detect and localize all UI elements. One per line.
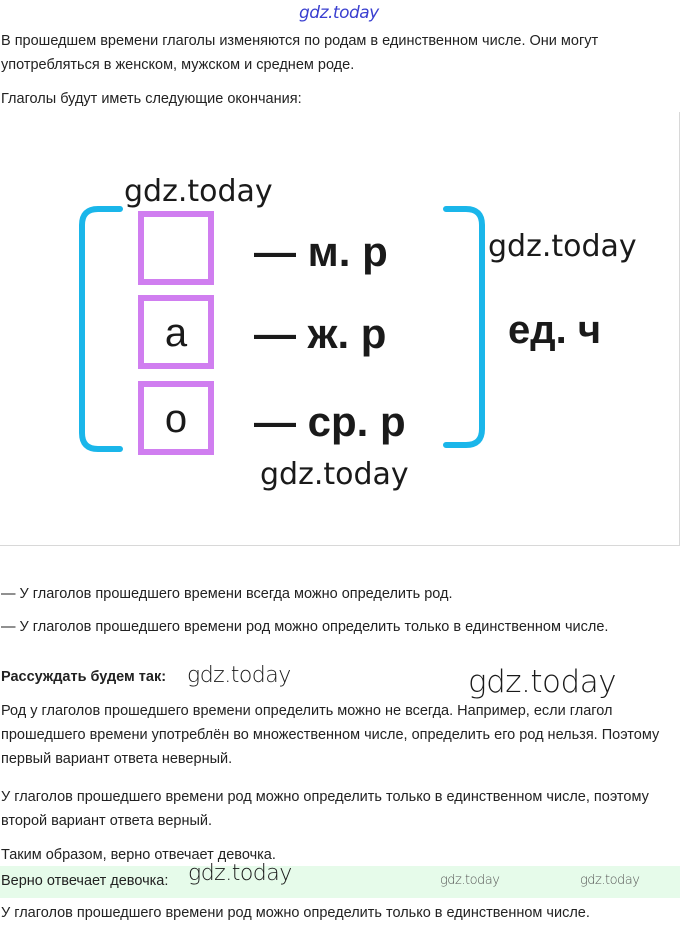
diagram-watermark-3: gdz.today <box>260 457 409 492</box>
left-bracket <box>82 209 120 449</box>
conclusion: Таким образом, верно отвечает девочка. <box>1 847 276 863</box>
option-2: — У глаголов прошедшего времени род можно определить только в единственном числе. <box>1 619 609 635</box>
endings-intro: Глаголы будут иметь следующие окончания: <box>1 91 302 107</box>
ending-box-masculine <box>141 214 211 282</box>
endings-figure <box>0 112 680 546</box>
option-1: — У глаголов прошедшего времени всегда можно определить род. <box>1 586 453 602</box>
gender-label-masculine: — м. р <box>254 228 388 275</box>
answer-label: Верно отвечает девочка: <box>1 873 169 889</box>
gender-label-neuter: — ср. р <box>254 398 406 445</box>
gender-label-feminine: — ж. р <box>254 310 387 357</box>
reasoning-label: Рассуждать будем так: <box>1 669 167 685</box>
reasoning-paragraph-1: Род у глаголов прошедшего времени определить можно не всегда. Например, если глагол прошедшего времени употреблён во множественном числе, определить его род нельзя. Поэтому первый вариант ответа неверный. <box>1 703 660 767</box>
reasoning-paragraph-2: У глаголов прошедшего времени род можно определить только в единственном числе, поэтому второй вариант ответа верный. <box>1 789 649 829</box>
diagram-watermark-1: gdz.today <box>124 174 273 209</box>
watermark-mid-2: gdz.today <box>468 664 617 700</box>
watermark-answer: gdz.today <box>188 861 292 886</box>
ending-letter-feminine: а <box>164 311 188 355</box>
watermark-top: gdz.today <box>299 3 379 23</box>
number-label: ед. ч <box>508 308 602 352</box>
watermark-small-1: gdz.today <box>440 873 500 888</box>
answer-text: У глаголов прошедшего времени род можно определить только в единственном числе. <box>1 905 590 921</box>
right-bracket <box>446 209 482 445</box>
watermark-mid-1: gdz.today <box>187 663 291 688</box>
endings-diagram <box>0 112 679 545</box>
ending-letter-neuter: о <box>164 397 188 441</box>
intro-paragraph: В прошедшем времени глаголы изменяются по родам в единственном числе. Они могут употребляться в женском, мужском и среднем роде. <box>1 33 599 73</box>
diagram-watermark-2: gdz.today <box>488 229 637 264</box>
watermark-small-2: gdz.today <box>580 873 640 888</box>
